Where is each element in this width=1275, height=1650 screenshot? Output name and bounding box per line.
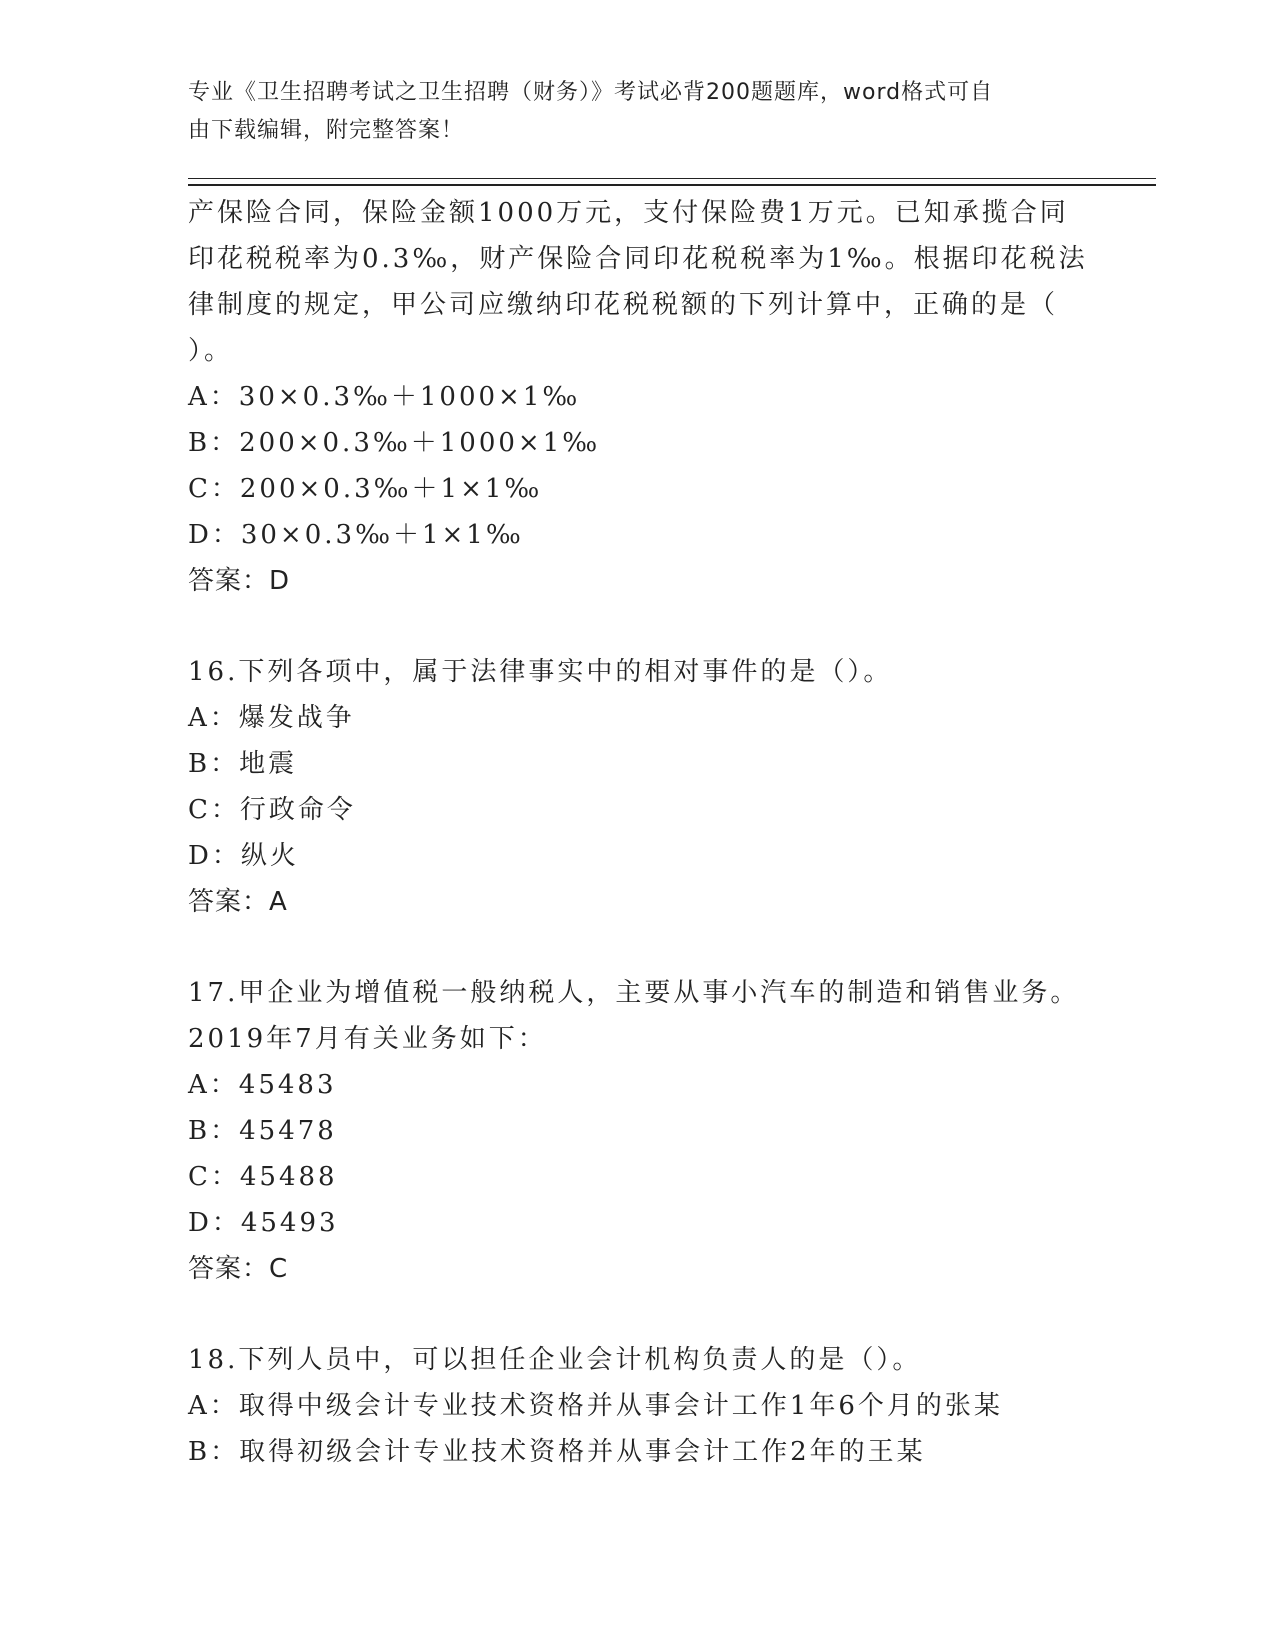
question-stem-line: 17.甲企业为增值税一般纳税人，主要从事小汽车的制造和销售业务。 bbox=[188, 978, 1080, 1008]
answer-line: 答案：D bbox=[188, 566, 291, 596]
question-stem-line: 产保险合同，保险金额1000万元，支付保险费1万元。已知承揽合同 bbox=[188, 198, 1069, 228]
option-b: B：地震 bbox=[188, 749, 298, 779]
option-b: B：45478 bbox=[188, 1116, 337, 1146]
option-c: C：行政命令 bbox=[188, 795, 356, 825]
option-a: A：爆发战争 bbox=[188, 703, 355, 733]
question-stem-line: 2019年7月有关业务如下： bbox=[188, 1024, 547, 1054]
option-c: C：45488 bbox=[188, 1162, 338, 1192]
option-b: B：200×0.3‰＋1000×1‰ bbox=[188, 428, 601, 458]
document-header bbox=[188, 74, 1068, 150]
option-a: A：30×0.3‰＋1000×1‰ bbox=[188, 382, 581, 412]
option-a: A：45483 bbox=[188, 1070, 337, 1100]
option-d: D：45493 bbox=[188, 1208, 339, 1238]
answer-line: 答案：C bbox=[188, 1254, 289, 1284]
header-line-2: 由下载编辑，附完整答案！ bbox=[188, 118, 465, 143]
question-stem-line: 18.下列人员中，可以担任企业会计机构负责人的是（）。 bbox=[188, 1345, 922, 1375]
document-body bbox=[188, 190, 1088, 1475]
option-c: C：200×0.3‰＋1×1‰ bbox=[188, 474, 543, 504]
question-block bbox=[188, 1337, 1088, 1475]
header-rule-thick bbox=[188, 184, 1156, 186]
question-stem-line: ）。 bbox=[188, 336, 234, 366]
header-rule-thin bbox=[188, 178, 1156, 179]
option-b: B：取得初级会计专业技术资格并从事会计工作2年的王某 bbox=[188, 1437, 926, 1467]
option-d: D：30×0.3‰＋1×1‰ bbox=[188, 520, 524, 550]
question-stem-line: 印花税税率为0.3‰，财产保险合同印花税税率为1‰。根据印花税法 bbox=[188, 244, 1088, 274]
question-stem-line: 律制度的规定，甲公司应缴纳印花税税额的下列计算中，正确的是（ bbox=[188, 290, 1059, 320]
option-a: A：取得中级会计专业技术资格并从事会计工作1年6个月的张某 bbox=[188, 1391, 1003, 1421]
option-d: D：纵火 bbox=[188, 841, 299, 871]
header-line-1: 专业《卫生招聘考试之卫生招聘（财务）》考试必背200题题库，word格式可自 bbox=[188, 80, 994, 105]
question-block bbox=[188, 190, 1088, 604]
answer-line: 答案：A bbox=[188, 887, 288, 917]
question-stem-line: 16.下列各项中，属于法律事实中的相对事件的是（）。 bbox=[188, 657, 893, 687]
question-block bbox=[188, 649, 1088, 925]
question-block bbox=[188, 970, 1088, 1292]
